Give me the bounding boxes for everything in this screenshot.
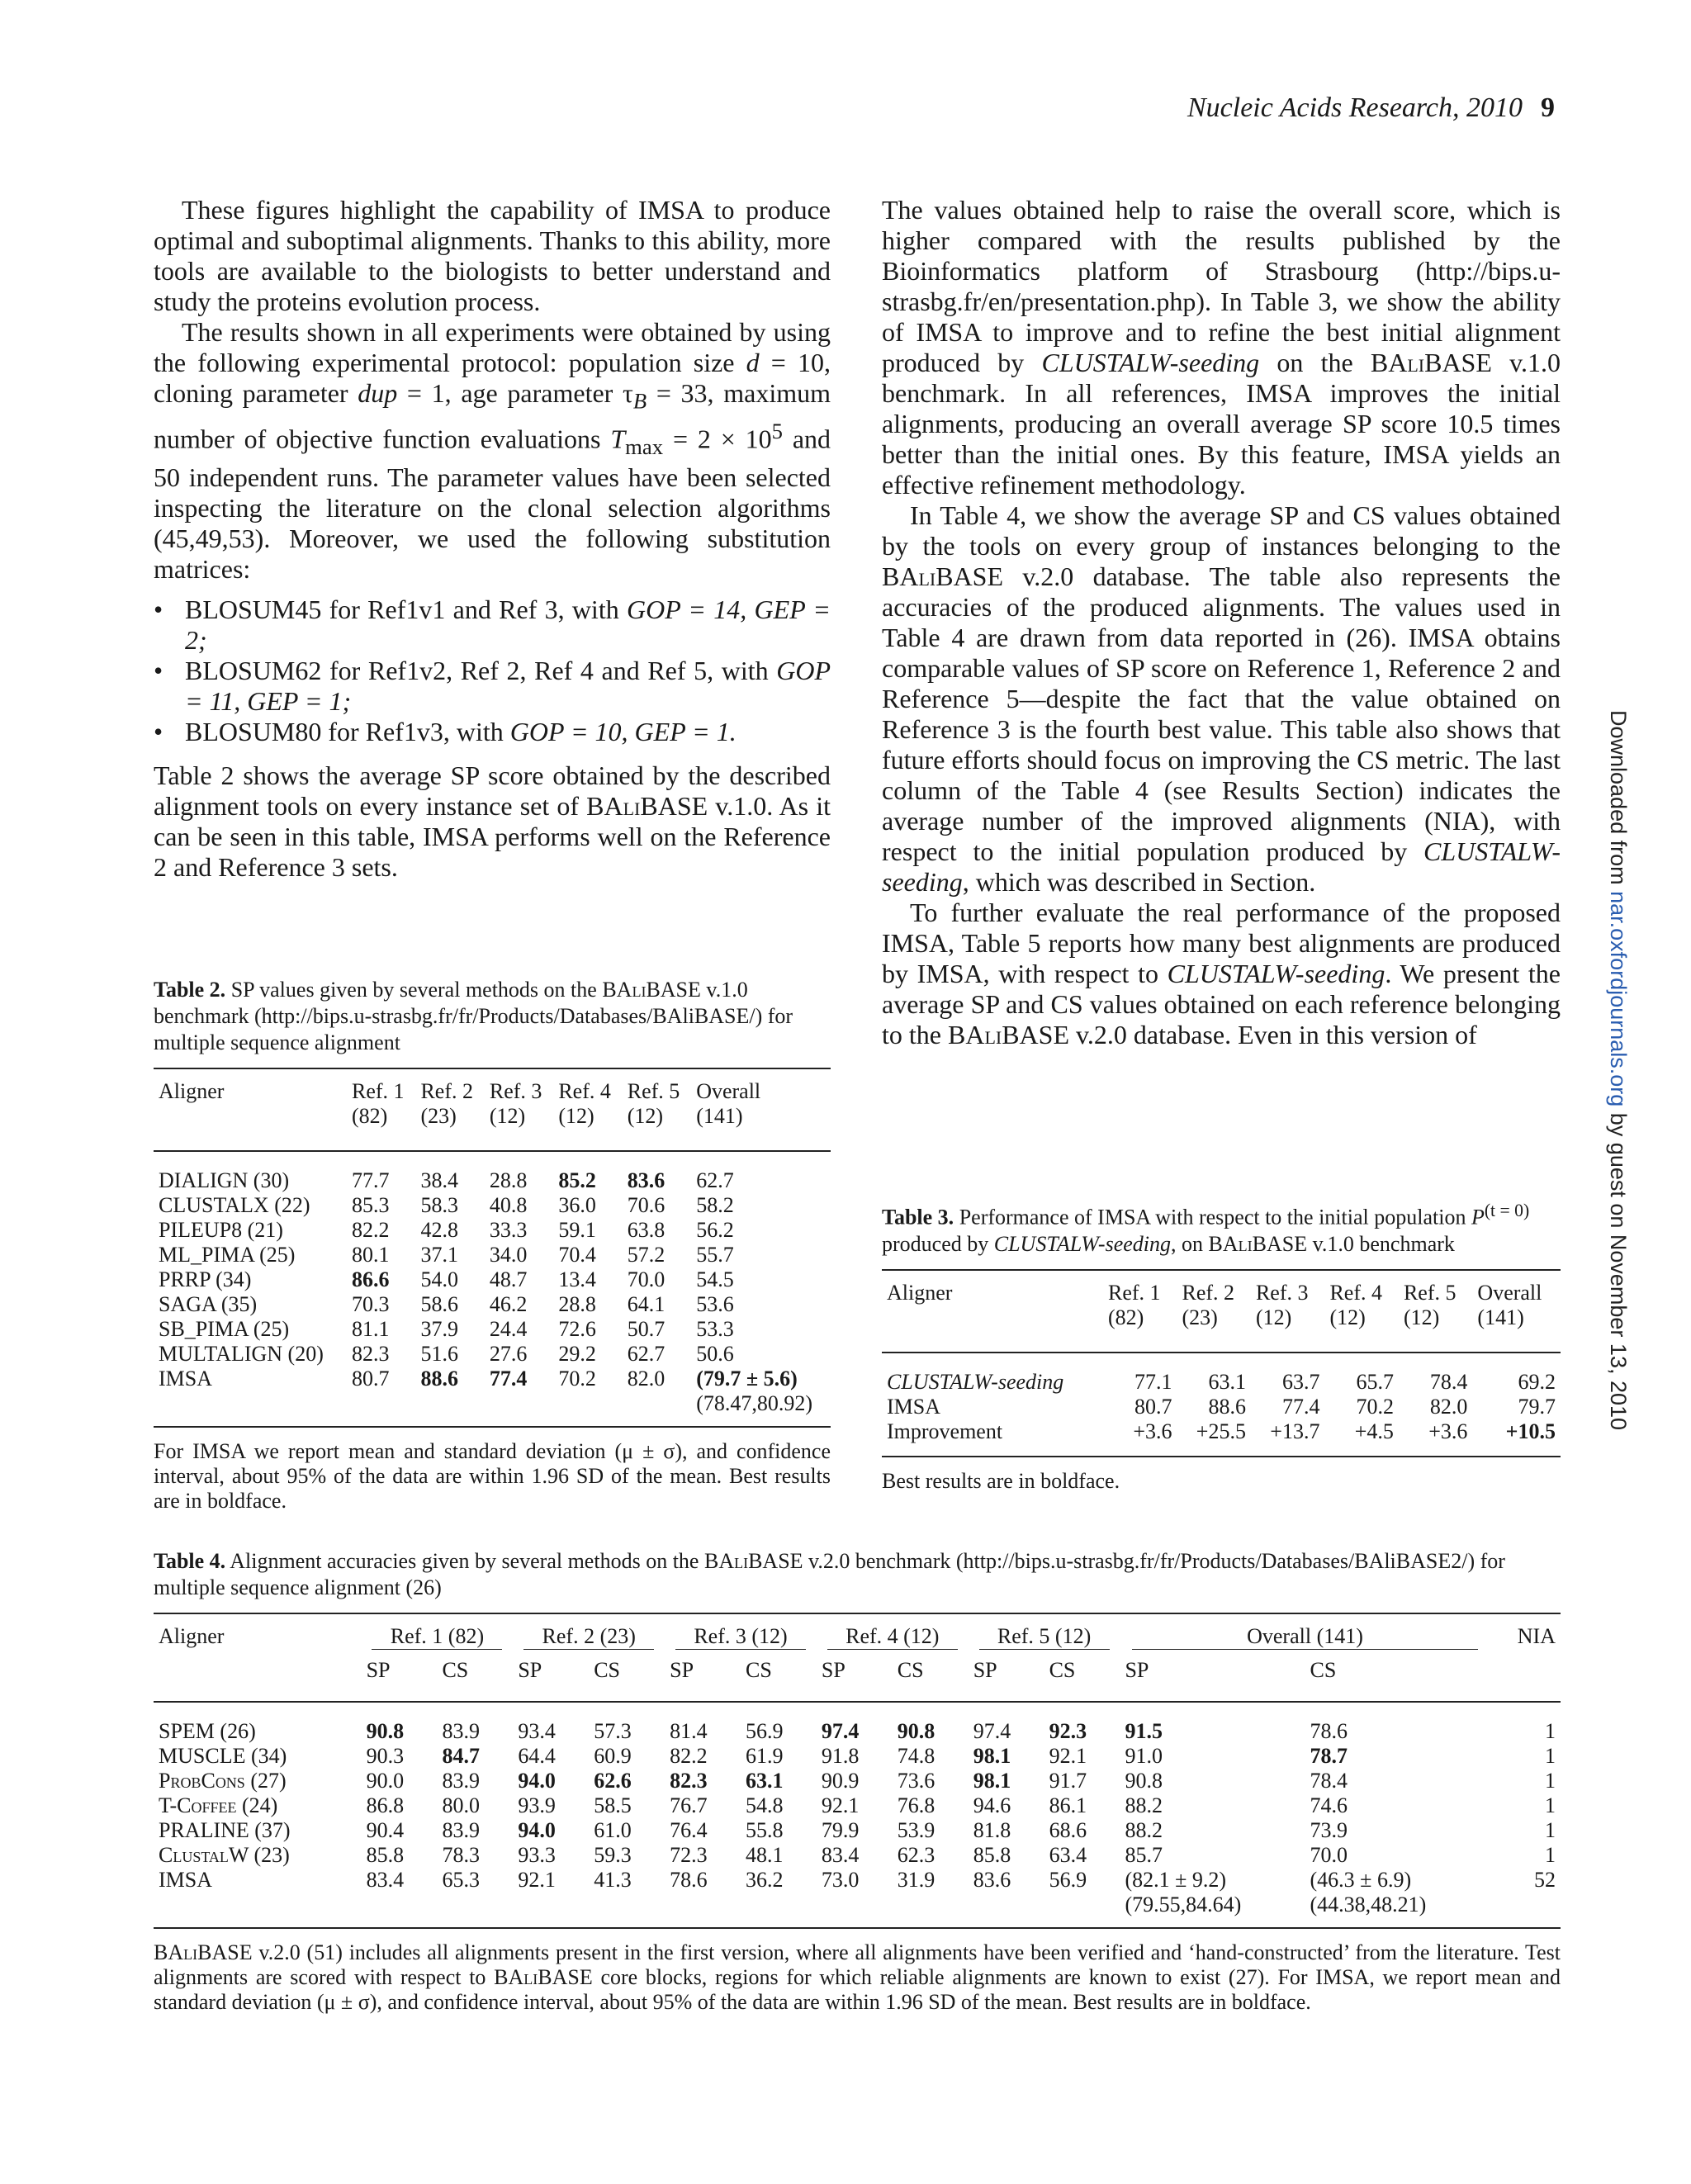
table-cell: 92.1 <box>1049 1744 1087 1768</box>
table-cell: 58.2 <box>696 1193 734 1217</box>
table-cell: 74.8 <box>897 1744 935 1768</box>
table-cell: 77.4 <box>489 1367 528 1390</box>
table-cell: 90.0 <box>366 1769 405 1793</box>
column-subheader: (23) <box>420 1104 457 1128</box>
table-row <box>154 1769 1561 1793</box>
table-cell: (82.1 ± 9.2) <box>1125 1868 1227 1892</box>
table-cell: 83.9 <box>442 1769 480 1793</box>
table-cell: PRRP (34) <box>159 1267 252 1291</box>
table-cell: (79.55,84.64) <box>1125 1893 1242 1916</box>
table-cell: 50.7 <box>627 1317 666 1341</box>
table-cell: 85.3 <box>352 1193 390 1217</box>
column-header: Ref. 3 <box>1255 1280 1309 1305</box>
table-cell: 53.3 <box>696 1317 734 1341</box>
table-cell: 83.4 <box>821 1843 860 1867</box>
table-cell: 72.3 <box>670 1843 708 1867</box>
table-cell: 88.2 <box>1125 1793 1163 1817</box>
table-cell: 70.2 <box>558 1367 596 1390</box>
table-row <box>882 1353 1561 1395</box>
table-cell: 62.6 <box>594 1769 632 1793</box>
table-cell: 53.9 <box>897 1818 935 1842</box>
column-subheader: SP <box>366 1658 391 1682</box>
column-subheader: CS <box>1049 1658 1076 1682</box>
table-caption: Table 4. Alignment accuracies given by several methods on the BAliBASE v.2.0 benchmark (http://bips.u-strasbg.fr/fr/Products/Databases/BAliBASE2/) for multiple sequence alignment (26) <box>154 1549 1505 1599</box>
table-cell: 70.0 <box>1310 1843 1348 1867</box>
table-cell: 83.4 <box>366 1868 405 1892</box>
table-row <box>154 1267 831 1292</box>
table-cell: 78.4 <box>1310 1769 1348 1793</box>
table-row <box>154 1744 1561 1769</box>
table-cell: 90.9 <box>821 1769 860 1793</box>
table-cell: CLUSTALX (22) <box>159 1193 310 1217</box>
table-caption: Table 2. SP values given by several methods on the BAliBASE v.1.0 benchmark (http://bips.u-strasbg.fr/fr/Products/Databases/BAliBASE/) for multiple sequence alignment <box>154 978 793 1054</box>
table-4 <box>154 1548 1561 2015</box>
table-cell: 88.6 <box>420 1367 458 1390</box>
column-subheader: (23) <box>1182 1305 1218 1329</box>
column-subheader: (12) <box>1403 1305 1440 1329</box>
table-cell: 59.3 <box>594 1843 632 1867</box>
table-cell: 63.1 <box>1208 1369 1246 1394</box>
table-footnote: Best results are in boldface. <box>882 1468 1120 1493</box>
table-cell: 83.9 <box>442 1818 480 1842</box>
column-header: Ref. 4 <box>1329 1280 1382 1305</box>
table-cell: 59.1 <box>558 1218 596 1242</box>
table-row <box>154 1868 1561 1893</box>
table-3-body <box>882 1353 1561 1457</box>
table-cell: 70.3 <box>352 1292 390 1316</box>
table-cell: 83.6 <box>627 1168 666 1192</box>
column-header: Ref. 3 <box>489 1079 542 1103</box>
table-row <box>154 1292 831 1317</box>
table-row <box>154 1702 1561 1744</box>
table-cell: 37.1 <box>420 1243 458 1267</box>
column-subheader: (141) <box>1477 1305 1524 1329</box>
table-cell: (78.47,80.92) <box>696 1391 813 1415</box>
table-cell: 90.8 <box>897 1719 935 1743</box>
table-cell: 37.9 <box>420 1317 458 1341</box>
table-caption: Table 3. Performance of IMSA with respect to the initial population $P^{(t = 0)}$ produced by CLUSTALW-seeding, on BAliBASE v.1.0 benchmark <box>882 1201 1530 1256</box>
table-cell: Improvement <box>887 1419 1003 1443</box>
table-cell: 92.3 <box>1049 1719 1087 1743</box>
list-item: • BLOSUM45 for Ref1v1 and Ref 3, with GOP = 14, GEP = 2; <box>154 595 831 656</box>
table-cell: 78.6 <box>670 1868 708 1892</box>
column-header: Ref. 5 <box>627 1079 680 1103</box>
table-cell: 1 <box>1545 1793 1556 1817</box>
table-cell: 41.3 <box>594 1868 632 1892</box>
table-cell: 78.6 <box>1310 1719 1348 1743</box>
list-item: • BLOSUM80 for Ref1v3, with GOP = 10, GEP = 1. <box>154 717 831 747</box>
column-subheader: (82) <box>1108 1305 1144 1329</box>
column-subheader: (82) <box>352 1104 388 1128</box>
table-cell: 83.6 <box>973 1868 1011 1892</box>
table-cell: DIALIGN (30) <box>159 1168 290 1192</box>
table-cell: 82.2 <box>670 1744 708 1768</box>
table-cell: ProbCons (27) <box>159 1769 287 1793</box>
table-cell: 81.8 <box>973 1818 1011 1842</box>
table-cell: 86.6 <box>352 1267 390 1291</box>
table-row <box>154 1793 1561 1818</box>
table-cell: 91.5 <box>1125 1719 1163 1743</box>
table-cell: IMSA <box>159 1367 213 1390</box>
table-cell: 88.6 <box>1208 1394 1246 1419</box>
table-cell: 86.8 <box>366 1793 405 1817</box>
table-cell: 62.3 <box>897 1843 935 1867</box>
table-cell: T-Coffee (24) <box>159 1793 278 1817</box>
table-cell: 58.3 <box>420 1193 458 1217</box>
table-cell: 1 <box>1545 1719 1556 1743</box>
paragraph-protocol: The results shown in all experiments were obtained by using the following experimental protocol: population size d = 10, cloning parameter dup = 1, age parameter $\tau_B = 33$, maximum number of objective function evaluations $T_{max} = 2 \times 10^5$ and 50 independent runs. The parameter values have been selected inspecting the literature on the clonal selection algorithms (45,49,53). Moreover, we used the following substitution matrices: <box>154 317 831 585</box>
table-cell: 98.1 <box>973 1769 1011 1793</box>
table-cell: 90.3 <box>366 1744 405 1768</box>
column-group-header: Ref. 2 (23) <box>523 1624 654 1650</box>
table-cell: 55.8 <box>746 1818 784 1842</box>
paragraph: These figures highlight the capability of IMSA to produce optimal and suboptimal alignments. Thanks to this ability, more tools are available to the biologists to better understand and study the proteins evolution process. <box>154 195 831 316</box>
table-cell: 50.6 <box>696 1342 734 1366</box>
table-cell: 88.2 <box>1125 1818 1163 1842</box>
table-cell: 51.6 <box>420 1342 458 1366</box>
table-cell: 93.9 <box>518 1793 556 1817</box>
table-cell: 57.3 <box>594 1719 632 1743</box>
table-cell: 93.4 <box>518 1719 556 1743</box>
table-cell: 82.0 <box>1429 1394 1468 1419</box>
table-cell: +10.5 <box>1505 1419 1556 1443</box>
table-cell: 76.4 <box>670 1818 708 1842</box>
table-cell: 56.2 <box>696 1218 734 1242</box>
table-cell: 92.1 <box>821 1793 860 1817</box>
left-column <box>154 195 831 883</box>
table-cell: 85.7 <box>1125 1843 1163 1867</box>
table-cell: 73.0 <box>821 1868 860 1892</box>
table-cell: 56.9 <box>746 1719 784 1743</box>
table-row <box>882 1395 1561 1419</box>
table-cell: 63.1 <box>746 1769 784 1793</box>
table-cell: 70.0 <box>627 1267 666 1291</box>
table-cell: 61.9 <box>746 1744 784 1768</box>
column-subheader: (141) <box>696 1104 743 1128</box>
table-cell: 69.2 <box>1518 1369 1556 1394</box>
table-cell: 80.7 <box>352 1367 390 1390</box>
table-cell: 62.7 <box>696 1168 734 1192</box>
paragraph: To further evaluate the real performance of the proposed IMSA, Table 5 reports how many best alignments are produced by IMSA, with respect to CLUSTALW-seeding. We present the average SP and CS values obtained on each reference belonging to the BAliBASE v.2.0 database. Even in this version of <box>882 898 1561 1049</box>
table-cell: +3.6 <box>1428 1419 1468 1443</box>
paragraph: Table 2 shows the average SP score obtained by the described alignment tools on every instance set of BAliBASE v.1.0. As it can be seen in this table, IMSA performs well on the Reference 2 and Reference 3 sets. <box>154 760 831 883</box>
table-cell: 63.8 <box>627 1218 666 1242</box>
table-cell: 94.0 <box>518 1769 556 1793</box>
column-header: Overall <box>696 1079 761 1103</box>
table-cell: 85.8 <box>366 1843 405 1867</box>
table-cell: 85.2 <box>558 1168 596 1192</box>
table-cell: 31.9 <box>897 1868 935 1892</box>
table-row <box>154 1367 831 1391</box>
table-cell: 64.4 <box>518 1744 556 1768</box>
column-subheader: (12) <box>558 1104 594 1128</box>
column-subheader: CS <box>442 1658 469 1682</box>
table-cell: 58.6 <box>420 1292 458 1316</box>
table-cell: 80.0 <box>442 1793 480 1817</box>
column-group-header: Ref. 5 (12) <box>979 1624 1110 1650</box>
table-2-grid <box>154 1068 831 1428</box>
table-cell: +25.5 <box>1196 1419 1246 1443</box>
table-cell: 82.3 <box>670 1769 708 1793</box>
table-2-body <box>154 1151 831 1427</box>
table-cell: 29.2 <box>558 1342 596 1366</box>
table-cell: 27.6 <box>489 1342 528 1366</box>
table-cell: 94.0 <box>518 1818 556 1842</box>
table-2 <box>154 977 831 1514</box>
table-cell: 90.8 <box>1125 1769 1163 1793</box>
column-group-header: Ref. 1 (82) <box>372 1624 502 1650</box>
column-header: Ref. 2 <box>420 1079 473 1103</box>
table-cell: MUSCLE (34) <box>159 1744 287 1768</box>
paragraph: The values obtained help to raise the overall score, which is higher compared with the results published by the Bioinformatics platform of Strasbourg (http://bips.u-strasbg.fr/en/presentation.php). In Table 3, we show the ability of IMSA to improve and to refine the best initial alignment produced by CLUSTALW-seeding on the BAliBASE v.1.0 benchmark. In all references, IMSA improves the initial alignments, producing an overall average SP score 10.5 times better than the initial ones. By this feature, IMSA yields an effective refinement methodology. <box>882 195 1561 500</box>
table-cell: 38.4 <box>420 1168 458 1192</box>
table-cell: 72.6 <box>558 1317 596 1341</box>
table-cell: PILEUP8 (21) <box>159 1218 283 1242</box>
column-header: Aligner <box>159 1079 225 1103</box>
table-cell: 42.8 <box>420 1218 458 1242</box>
table-cell: 92.1 <box>518 1868 556 1892</box>
table-cell: (46.3 ± 6.9) <box>1310 1868 1412 1892</box>
table-cell: SPEM (26) <box>159 1719 256 1743</box>
table-cell: 82.0 <box>627 1367 666 1390</box>
column-header: Aligner <box>159 1624 225 1648</box>
table-cell: 82.3 <box>352 1342 390 1366</box>
table-cell: 70.4 <box>558 1243 596 1267</box>
table-cell: 78.7 <box>1310 1744 1348 1768</box>
column-subheader: CS <box>1310 1658 1337 1682</box>
table-row <box>154 1218 831 1243</box>
right-column <box>882 195 1561 1050</box>
table-4-grid <box>154 1613 1561 1929</box>
table-cell: 90.4 <box>366 1818 405 1842</box>
table-cell: 57.2 <box>627 1243 666 1267</box>
table-cell: 54.5 <box>696 1267 734 1291</box>
table-row <box>154 1317 831 1342</box>
table-cell: 61.0 <box>594 1818 632 1842</box>
column-header: Ref. 4 <box>558 1079 611 1103</box>
table-cell: 97.4 <box>821 1719 860 1743</box>
table-cell: 48.1 <box>746 1843 784 1867</box>
table-cell: 79.9 <box>821 1818 860 1842</box>
table-cell: 83.9 <box>442 1719 480 1743</box>
table-cell: 33.3 <box>489 1218 528 1242</box>
table-cell: 52 <box>1534 1868 1556 1892</box>
table-cell: 80.7 <box>1134 1394 1172 1419</box>
table-cell: 98.1 <box>973 1744 1011 1768</box>
table-footnote: For IMSA we report mean and standard deviation (μ ± σ), and confidence interval, about 95% of the data are within 1.96 SD of the mean. Best results are in boldface. <box>154 1439 831 1513</box>
table-row <box>154 1342 831 1367</box>
table-cell: 1 <box>1545 1744 1556 1768</box>
table-3-grid <box>882 1269 1561 1457</box>
table-cell: 70.6 <box>627 1193 666 1217</box>
table-cell: (79.7 ± 5.6) <box>696 1367 798 1390</box>
table-cell: 74.6 <box>1310 1793 1348 1817</box>
list-item: • BLOSUM62 for Ref1v2, Ref 2, Ref 4 and Ref 5, with GOP = 11, GEP = 1; <box>154 656 831 717</box>
table-cell: 58.5 <box>594 1793 632 1817</box>
table-cell: 53.6 <box>696 1292 734 1316</box>
table-cell: 78.4 <box>1429 1369 1468 1394</box>
table-cell: 91.8 <box>821 1744 860 1768</box>
table-cell: 63.4 <box>1049 1843 1087 1867</box>
table-cell: 65.7 <box>1356 1369 1394 1394</box>
column-group-header: Ref. 3 (12) <box>675 1624 806 1650</box>
table-cell: +4.5 <box>1354 1419 1394 1443</box>
table-cell: 54.0 <box>420 1267 458 1291</box>
table-cell: 62.7 <box>627 1342 666 1366</box>
table-cell: 73.6 <box>897 1769 935 1793</box>
table-cell: 68.6 <box>1049 1818 1087 1842</box>
table-cell: CLUSTALW-seeding <box>887 1369 1064 1394</box>
column-subheader: SP <box>670 1658 694 1682</box>
table-row <box>154 1243 831 1267</box>
column-group-header: Overall (141) <box>1132 1624 1478 1650</box>
table-cell: 13.4 <box>558 1267 596 1291</box>
journal-name: Nucleic Acids Research, 2010 <box>1187 92 1523 123</box>
table-footnote: BAliBASE v.2.0 (51) includes all alignments present in the first version, where all alignments have been verified and ‘hand-constructed’ from the literature. Test alignments are scored with respect to BAliBASE core blocks, regions for which reliable alignments are known to exist (27). For IMSA, we report mean and standard deviation (μ ± σ), and confidence interval, about 95% of the data are within 1.96 SD of the mean. Best results are in boldface. <box>154 1940 1561 2014</box>
table-cell: 85.8 <box>973 1843 1011 1867</box>
table-cell: 1 <box>1545 1769 1556 1793</box>
table-cell: 79.7 <box>1518 1394 1556 1419</box>
table-cell: 40.8 <box>489 1193 528 1217</box>
table-cell: 97.4 <box>973 1719 1011 1743</box>
paragraph: In Table 4, we show the average SP and CS values obtained by the tools on every group of instances belonging to the BAliBASE v.2.0 database. The table also represents the accuracies of the produced alignments. The values used in Table 4 are drawn from data reported in (26). IMSA obtains comparable values of SP score on Reference 1, Reference 2 and Reference 5—despite the fact that the value obtained on Reference 3 is the fourth best value. This table also shows that future efforts should focus on improving the CS metric. The last column of the Table 4 (see Results Section) indicates the average number of the improved alignments (NIA), with respect to the initial population produced by CLUSTALW-seeding, which was described in Section. <box>882 500 1561 897</box>
table-cell: ClustalW (23) <box>159 1843 290 1867</box>
table-cell: 76.7 <box>670 1793 708 1817</box>
table-cell: 55.7 <box>696 1243 734 1267</box>
column-subheader: SP <box>518 1658 542 1682</box>
table-cell: IMSA <box>887 1394 941 1419</box>
table-cell: 63.7 <box>1281 1369 1320 1394</box>
table-cell: 80.1 <box>352 1243 390 1267</box>
table-cell: 28.8 <box>558 1292 596 1316</box>
table-cell: +3.6 <box>1133 1419 1172 1443</box>
download-watermark: Downloaded from nar.oxfordjournals.org by guest on November 13, 2010 <box>1606 710 1631 1431</box>
table-row <box>154 1151 831 1193</box>
table-cell: 54.8 <box>746 1793 784 1817</box>
column-subheader: SP <box>973 1658 997 1682</box>
table-cell: 1 <box>1545 1818 1556 1842</box>
table-cell: 81.1 <box>352 1317 390 1341</box>
column-header: Ref. 5 <box>1403 1280 1457 1305</box>
column-header: Overall <box>1477 1280 1542 1305</box>
column-header: Ref. 2 <box>1182 1280 1235 1305</box>
table-cell: 91.7 <box>1049 1769 1087 1793</box>
substitution-matrix-list <box>154 595 831 747</box>
table-cell: 64.1 <box>627 1292 666 1316</box>
column-subheader: (12) <box>489 1104 526 1128</box>
column-subheader: SP <box>1125 1658 1149 1682</box>
column-group-header: Ref. 4 (12) <box>827 1624 958 1650</box>
table-row <box>154 1818 1561 1843</box>
table-row <box>154 1843 1561 1868</box>
column-subheader: CS <box>897 1658 924 1682</box>
table-cell: (44.38,48.21) <box>1310 1893 1427 1916</box>
column-subheader: (12) <box>1329 1305 1366 1329</box>
table-cell: 36.0 <box>558 1193 596 1217</box>
table-cell: 56.9 <box>1049 1868 1087 1892</box>
table-cell: 84.7 <box>442 1744 480 1768</box>
table-cell: 81.4 <box>670 1719 708 1743</box>
table-cell: 73.9 <box>1310 1818 1348 1842</box>
page-number: 9 <box>1541 92 1555 123</box>
table-cell: 78.3 <box>442 1843 480 1867</box>
column-subheader: SP <box>821 1658 846 1682</box>
table-cell: 46.2 <box>489 1292 528 1316</box>
column-subheader: (12) <box>627 1104 664 1128</box>
table-4-body <box>154 1702 1561 1928</box>
journal-link[interactable]: nar.oxfordjournals.org <box>1606 891 1631 1107</box>
table-cell: 34.0 <box>489 1243 528 1267</box>
table-cell: 93.3 <box>518 1843 556 1867</box>
table-cell: ML_PIMA (25) <box>159 1243 296 1267</box>
table-row <box>154 1193 831 1218</box>
table-cell: 1 <box>1545 1843 1556 1867</box>
table-cell: 60.9 <box>594 1744 632 1768</box>
column-subheader: (12) <box>1255 1305 1292 1329</box>
table-row <box>882 1419 1561 1457</box>
table-cell: SAGA (35) <box>159 1292 258 1316</box>
table-cell: 76.8 <box>897 1793 935 1817</box>
table-cell: SB_PIMA (25) <box>159 1317 290 1341</box>
table-cell: 36.2 <box>746 1868 784 1892</box>
table-cell: 91.0 <box>1125 1744 1163 1768</box>
table-cell: IMSA <box>159 1868 213 1892</box>
table-cell: +13.7 <box>1270 1419 1320 1443</box>
table-cell: 24.4 <box>489 1317 528 1341</box>
table-cell: 65.3 <box>442 1868 480 1892</box>
table-cell: 94.6 <box>973 1793 1011 1817</box>
table-3 <box>882 1197 1561 1494</box>
table-cell: 86.1 <box>1049 1793 1087 1817</box>
table-cell: PRALINE (37) <box>159 1818 291 1842</box>
table-cell: 77.1 <box>1134 1369 1172 1394</box>
table-cell: 77.4 <box>1281 1394 1320 1419</box>
table-cell: 90.8 <box>366 1719 405 1743</box>
table-cell: 48.7 <box>489 1267 528 1291</box>
table-cell: 70.2 <box>1356 1394 1394 1419</box>
table-cell: 82.2 <box>352 1218 390 1242</box>
column-subheader: CS <box>594 1658 621 1682</box>
column-header: Ref. 1 <box>352 1079 405 1103</box>
table-cell: 28.8 <box>489 1168 528 1192</box>
column-header: Ref. 1 <box>1108 1280 1161 1305</box>
column-header: Aligner <box>887 1280 953 1305</box>
table-cell: 77.7 <box>352 1168 390 1192</box>
column-header: NIA <box>1517 1624 1556 1648</box>
column-subheader: CS <box>746 1658 772 1682</box>
table-cell: MULTALIGN (20) <box>159 1342 324 1366</box>
running-head <box>1187 92 1555 124</box>
